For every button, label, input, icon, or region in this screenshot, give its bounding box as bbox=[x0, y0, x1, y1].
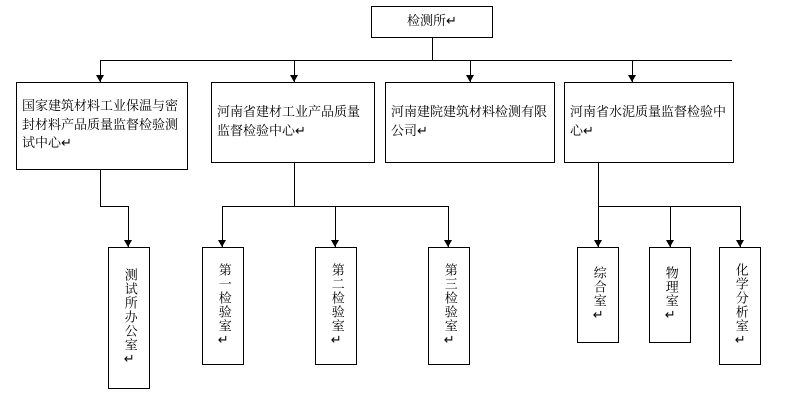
arrow-l2-2 bbox=[290, 75, 298, 82]
connector-root-stub bbox=[432, 38, 433, 60]
node-l2-national-insulation-center[interactable]: 国家建筑材料工业保温与密封材料产品质量监督检验测试中心↵ bbox=[16, 82, 188, 170]
node-l3-lab-3[interactable]: 第三检验室↵ bbox=[428, 247, 470, 365]
node-l3-office[interactable]: 测试所办公室↵ bbox=[108, 247, 150, 389]
arrow-l2-1 bbox=[96, 75, 104, 82]
node-l3-physics-room[interactable]: 物理室↵ bbox=[649, 247, 691, 343]
arrow-l3-7 bbox=[736, 240, 744, 247]
connector-l2-4-down bbox=[598, 163, 599, 206]
arrow-l3-4 bbox=[444, 240, 452, 247]
node-l2-henan-college-testing-company[interactable]: 河南建院建筑材料检测有限公司↵ bbox=[385, 82, 555, 163]
connector-bus-level2 bbox=[100, 60, 732, 61]
node-root[interactable]: 检测所↵ bbox=[371, 6, 493, 38]
node-l2-henan-building-materials-center[interactable]: 河南省建材工业产品质量监督检验中心↵ bbox=[211, 82, 375, 163]
node-l2-henan-cement-quality-center[interactable]: 河南省水泥质量监督检验中心↵ bbox=[564, 82, 734, 163]
node-l3-general-room[interactable]: 综合室↵ bbox=[577, 247, 619, 343]
connector-l2-2-down bbox=[294, 163, 295, 206]
connector-l2-4-bus bbox=[598, 206, 740, 207]
connector-l2-1-bus bbox=[100, 206, 128, 207]
arrow-l3-6 bbox=[666, 240, 674, 247]
arrow-l3-1 bbox=[124, 240, 132, 247]
node-l3-lab-1[interactable]: 第一检验室↵ bbox=[202, 247, 244, 365]
arrow-l3-5 bbox=[594, 240, 602, 247]
arrow-l2-4 bbox=[628, 75, 636, 82]
node-l3-chemistry-room[interactable]: 化学分析室↵ bbox=[719, 247, 761, 365]
connector-l2-1-down bbox=[100, 170, 101, 206]
arrow-l2-3 bbox=[466, 75, 474, 82]
node-l3-lab-2[interactable]: 第二检验室↵ bbox=[315, 247, 357, 365]
arrow-l3-2 bbox=[218, 240, 226, 247]
arrow-l3-3 bbox=[331, 240, 339, 247]
